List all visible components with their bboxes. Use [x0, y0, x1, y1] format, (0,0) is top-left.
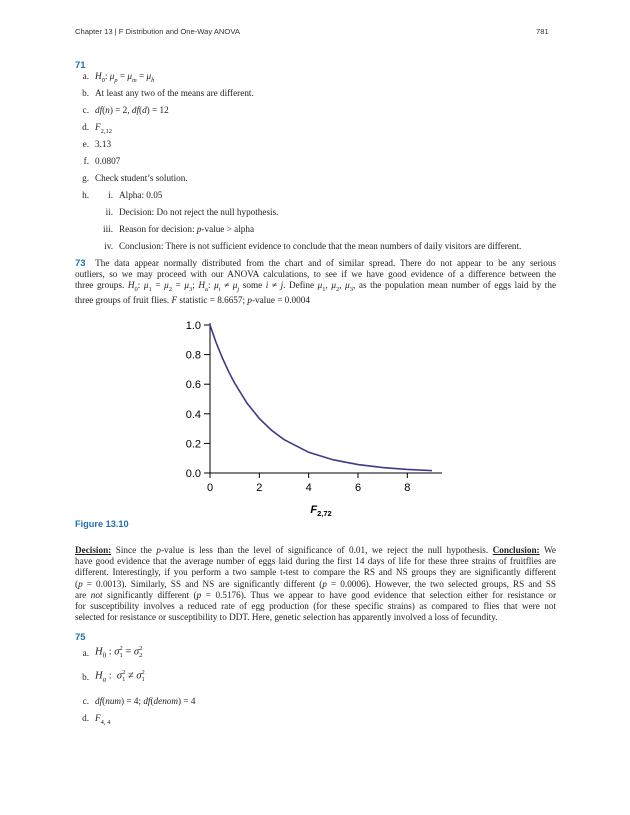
decision-label: Decision: [75, 545, 112, 555]
item-text: $H_a$ : σ2 1 ≠ σ2 1 [95, 669, 145, 684]
paragraph-line: are not significantly different (p = 0.5176). Thus we appear to have good evidence that selection either for resistance or [75, 589, 557, 600]
question-number-75: 75 [75, 632, 86, 643]
paragraph-line: three groups. $H_0$: $\mu_1 = \mu_2 = \mu_3$; $H_a$: $\mu_i \ne \mu_j$ some i ≠ j. Define $\mu_1$, $\mu_2$, $\mu_3$, as the population mean number of eggs laid by the [75, 280, 557, 294]
x-tick-label: 0 [206, 482, 214, 494]
x-axis-label-main: F [310, 504, 318, 516]
item-text: df(n) = 2, df(d) = 12 [95, 105, 169, 115]
x-axis-label [310, 504, 331, 518]
paragraph-line: for susceptibility involves a reduced rate of egg production (for these specific strains) as compared to flies that were not [75, 601, 556, 612]
item-label: c. [82, 105, 89, 115]
item-text: Check student’s solution. [95, 173, 188, 183]
item-label: c. [82, 696, 89, 706]
item-label: b. [82, 88, 89, 98]
item-label: f. [83, 156, 89, 166]
item-label: e. [82, 139, 89, 149]
x-tick-label: 2 [256, 482, 263, 494]
answer-list-75 [75, 645, 375, 750]
paragraph-line: Decision: Since the p-value is less than the level of significance of 0.01, we reject the null hypothesis. Conclusion: We [75, 545, 556, 555]
paragraph-line: different. Interestingly, if you perform a two sample t-test to compare the RS and NS groups they are significantly different [75, 567, 556, 578]
paragraph-line: selected for resistance or susceptibility to DDT. Here, genetic selection has apparently involved a loss of fecundity. [75, 612, 498, 623]
item-label: d. [82, 713, 89, 723]
sub-item-label: i. [108, 190, 113, 200]
y-tick-label: 0.6 [185, 379, 201, 392]
paragraph-line: three groups of fruit flies. F statistic = 8.6657; p-value = 0.0004 [75, 295, 310, 306]
paragraph-line: 73 The data appear normally distributed from the chart and of similar spread. There do not appear to be any serious [75, 258, 556, 269]
sub-item-label: ii. [105, 207, 113, 217]
item-text: 0.0807 [95, 156, 121, 166]
item-text: df(num) = 4; df(denom) = 4 [95, 696, 196, 706]
x-axis-ticks [207, 473, 410, 494]
sub-item-text: Alpha: 0.05 [119, 190, 163, 200]
x-axis-label-subscript: 2,72 [317, 509, 332, 518]
sub-item-text: Reason for decision: p-value > alpha [119, 224, 255, 234]
figure-caption: Figure 13.10 [75, 519, 129, 529]
sub-item-text: Conclusion: There is not sufficient evidence to conclude that the mean numbers of daily visitors are different. [119, 241, 522, 251]
conclusion-paragraph [75, 545, 556, 623]
chapter-header: Chapter 13 | F Distribution and One-Way ANOVA [75, 27, 240, 36]
line1-end: We [543, 545, 556, 555]
paragraph-line: outliers, so we may proceed with our ANOVA calculations, to see if we have good evidence of a difference between the [75, 269, 556, 280]
conclusion-label: Conclusion: [492, 545, 540, 555]
item-label: a. [82, 648, 89, 658]
x-tick-label: 6 [354, 482, 362, 494]
item-text: $F_{4, 4}$ [95, 713, 111, 726]
y-tick-label: 0.4 [185, 408, 201, 421]
paragraph-line: (p = 0.0013). Similarly, SS and NS are significantly different (p = 0.0006). However, the two selected groups, RS and SS [75, 578, 556, 589]
x-tick-label: 8 [404, 482, 411, 494]
y-axis-ticks [186, 320, 210, 480]
item-label: b. [82, 672, 89, 682]
item-text: 3.13 [95, 139, 112, 149]
question-number-71: 71 [75, 60, 86, 71]
item-label: g. [82, 173, 89, 183]
sub-item-label: iv. [104, 241, 113, 251]
item-label: d. [82, 122, 89, 132]
density-curve [210, 325, 432, 471]
sub-item-label: iii. [103, 224, 113, 234]
paragraph-line: have good evidence that the average number of eggs laid during the first 14 days of life for these three strains of fruitflies are [75, 556, 556, 567]
page-number: 781 [536, 27, 549, 36]
item-label: h. [82, 190, 89, 200]
sub-item-text: Decision: Do not reject the null hypothesis. [119, 207, 279, 217]
item-text: $H_0$: $\mu_p = \mu_m = \mu_h$ [95, 71, 155, 84]
y-tick-label: 0.2 [185, 438, 201, 451]
item-text: $H_0$ : σ2 1 = σ2 2 [95, 645, 143, 660]
y-tick-label: 0.8 [185, 349, 201, 362]
x-tick-label: 4 [305, 482, 312, 494]
f-distribution-chart [170, 315, 460, 520]
item-text: At least any two of the means are different. [95, 88, 254, 98]
y-tick-label: 1.0 [185, 320, 201, 332]
item-label: a. [82, 71, 89, 81]
y-tick-label: 0.0 [185, 468, 201, 480]
item-text: $F_{2,12}$ [95, 122, 112, 135]
answer-list-71 [75, 70, 555, 250]
question-number-73: 73 [75, 258, 86, 269]
answer-paragraph-73 [75, 258, 556, 307]
